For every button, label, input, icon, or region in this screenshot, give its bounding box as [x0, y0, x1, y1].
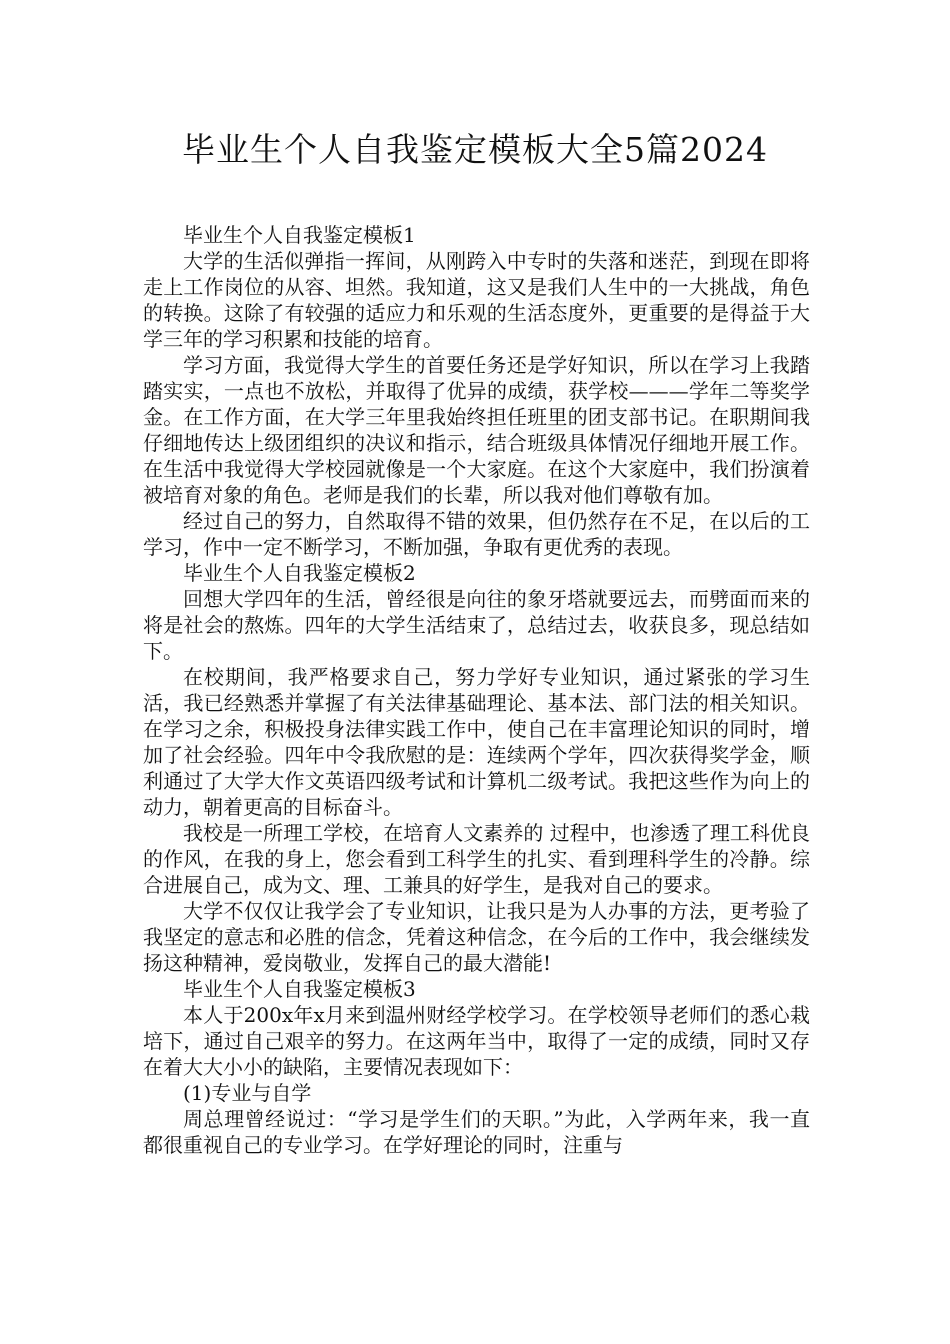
- paragraph: 周总理曾经说过：“学习是学生们的天职。”为此，入学两年来，我一直都很重视自己的专业学习。在学好理论的同时，注重与: [143, 1107, 810, 1157]
- paragraph: 我校是一所理工学校，在培育人文素养的 过程中，也渗透了理工科优良的作风，在我的身上，您会看到工科学生的扎实、看到理科学生的冷静。综合进展自己，成为文、理、工兼具的好学生，是我对自己的要求。: [143, 821, 810, 897]
- paragraph: 学习方面，我觉得大学生的首要任务还是学好知识，所以在学习上我踏踏实实，一点也不放松，并取得了优异的成绩，获学校———学年二等奖学金。在工作方面，在大学三年里我始终担任班里的团支部书记。在职期间我仔细地传达上级团组织的决议和指示，结合班级具体情况仔细地开展工作。在生活中我觉得大学校园就像是一个大家庭。在这个大家庭中，我们扮演着被培育对象的角色。老师是我们的长辈，所以我对他们尊敬有加。: [143, 353, 810, 507]
- section-heading-1: 毕业生个人自我鉴定模板1: [183, 223, 416, 247]
- subheading: (1)专业与自学: [183, 1081, 312, 1105]
- section-heading-3: 毕业生个人自我鉴定模板3: [183, 977, 416, 1001]
- paragraph: 大学不仅仅让我学会了专业知识，让我只是为人办事的方法，更考验了我坚定的意志和必胜的信念，凭着这种信念，在今后的工作中，我会继续发扬这种精神，爱岗敬业，发挥自己的最大潜能!: [143, 899, 810, 975]
- section-heading-2: 毕业生个人自我鉴定模板2: [183, 561, 416, 585]
- paragraph: 在校期间，我严格要求自己，努力学好专业知识，通过紧张的学习生活，我已经熟悉并掌握了有关法律基础理论、基本法、部门法的相关知识。在学习之余，积极投身法律实践工作中，使自己在丰富理论知识的同时，增加了社会经验。四年中令我欣慰的是：连续两个学年，四次获得奖学金，顺利通过了大学大作文英语四级考试和计算机二级考试。我把这些作为向上的动力，朝着更高的目标奋斗。: [143, 665, 810, 819]
- document-title: 毕业生个人自我鉴定模板大全5篇2024: [182, 130, 768, 169]
- paragraph: 回想大学四年的生活，曾经很是向往的象牙塔就要远去，而劈面而来的将是社会的熬炼。四年的大学生活结束了，总结过去，收获良多，现总结如下。: [143, 587, 810, 663]
- paragraph: 大学的生活似弹指一挥间，从刚跨入中专时的失落和迷茫，到现在即将走上工作岗位的从容、坦然。我知道，这又是我们人生中的一大挑战，角色的转换。这除了有较强的适应力和乐观的生活态度外，更重要的是得益于大学三年的学习积累和技能的培育。: [143, 249, 810, 351]
- document-body: [143, 222, 810, 1158]
- paragraph: 本人于200x年x月来到温州财经学校学习。在学校领导老师们的悉心栽培下，通过自己艰辛的努力。在这两年当中，取得了一定的成绩，同时又存在着大大小小的缺陷，主要情况表现如下：: [143, 1003, 810, 1079]
- paragraph: 经过自己的努力，自然取得不错的效果，但仍然存在不足，在以后的工学习，作中一定不断学习，不断加强，争取有更优秀的表现。: [143, 509, 810, 559]
